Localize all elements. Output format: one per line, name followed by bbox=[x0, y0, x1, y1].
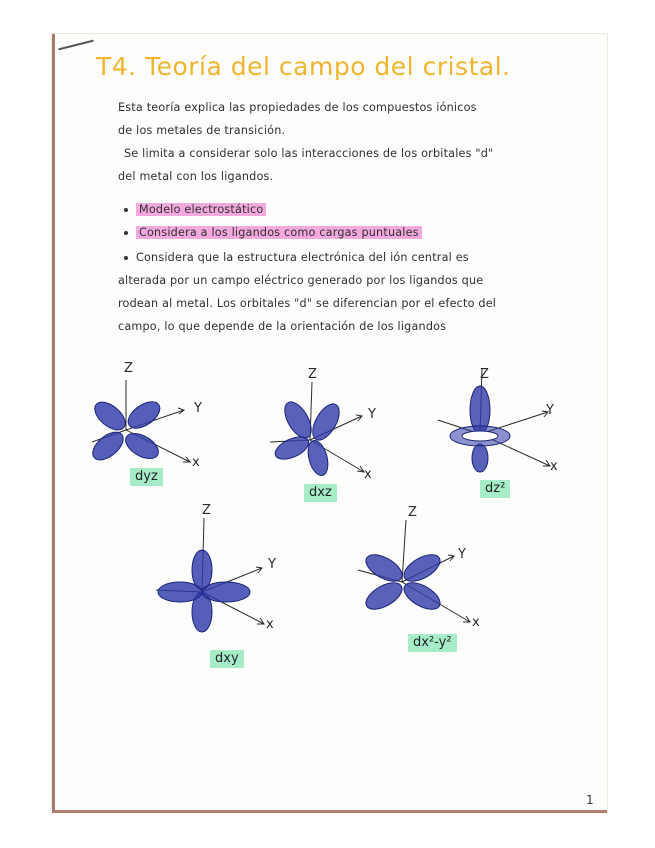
orbital-label-dxz: dxz bbox=[304, 484, 337, 502]
notes-line-4: del metal con los ligandos. bbox=[118, 170, 274, 183]
z-axis-label: Z bbox=[480, 367, 489, 382]
z-axis-label: Z bbox=[408, 505, 417, 520]
bullet-item bbox=[124, 251, 469, 264]
orbital-dxz-drawing bbox=[264, 380, 404, 490]
y-axis-label: Y bbox=[268, 557, 276, 572]
x-axis-label: x bbox=[472, 615, 480, 630]
bullet-text-highlighted: Modelo electrostático bbox=[136, 203, 266, 216]
z-axis-label: Z bbox=[202, 503, 211, 518]
z-axis-label: Z bbox=[124, 361, 133, 376]
y-axis-label: Y bbox=[368, 407, 376, 422]
page-title: T4. Teoría del campo del cristal. bbox=[96, 52, 511, 81]
orbital-dz2-diagram bbox=[436, 366, 586, 496]
orbital-dz2-drawing bbox=[436, 366, 586, 476]
orbital-label-dx2y2: dx²-y² bbox=[408, 634, 457, 652]
bullet-dot bbox=[124, 208, 128, 212]
x-axis-label: x bbox=[364, 467, 372, 482]
x-axis-label: x bbox=[192, 455, 200, 470]
orbital-dx2y2-diagram bbox=[352, 505, 502, 660]
notes-line-1: Esta teoría explica las propiedades de los compuestos iónicos bbox=[118, 101, 477, 114]
y-axis-label: Y bbox=[546, 403, 554, 418]
notes-line-3: Se limita a considerar solo las interacciones de los orbitales "d" bbox=[124, 147, 494, 160]
notes-line: alterada por un campo eléctrico generado por los ligandos que bbox=[118, 274, 484, 287]
bullet-dot bbox=[124, 256, 128, 260]
orbital-label-dxy: dxy bbox=[210, 650, 244, 668]
orbital-label-dyz: dyz bbox=[130, 468, 163, 486]
bullet-dot bbox=[124, 231, 128, 235]
x-axis-label: x bbox=[550, 459, 558, 474]
bullet-text: Considera que la estructura electrónica del ión central es bbox=[136, 251, 469, 264]
bullet-text-highlighted: Considera a los ligandos como cargas puntuales bbox=[136, 226, 422, 239]
notes-line: campo, lo que depende de la orientación de los ligandos bbox=[118, 320, 447, 333]
z-axis-label: Z bbox=[308, 367, 317, 382]
notes-line: rodean al metal. Los orbitales "d" se diferencian por el efecto del bbox=[118, 297, 497, 310]
orbital-dxz-diagram bbox=[264, 367, 404, 500]
y-axis-label: Y bbox=[458, 547, 466, 562]
x-axis-label: x bbox=[266, 617, 274, 632]
page-number: 1 bbox=[586, 793, 594, 807]
orbital-dxy-drawing bbox=[152, 512, 302, 642]
notes-line-2: de los metales de transición. bbox=[118, 124, 286, 137]
page-bottom-edge bbox=[52, 810, 607, 813]
bullet-item bbox=[124, 203, 266, 216]
orbital-label-dz2: dz² bbox=[480, 480, 510, 498]
page-left-edge bbox=[52, 34, 55, 812]
y-axis-label: Y bbox=[194, 401, 202, 416]
bullet-item bbox=[124, 226, 422, 239]
orbital-dyz-diagram bbox=[84, 361, 224, 488]
orbital-dxy-diagram bbox=[152, 503, 302, 672]
